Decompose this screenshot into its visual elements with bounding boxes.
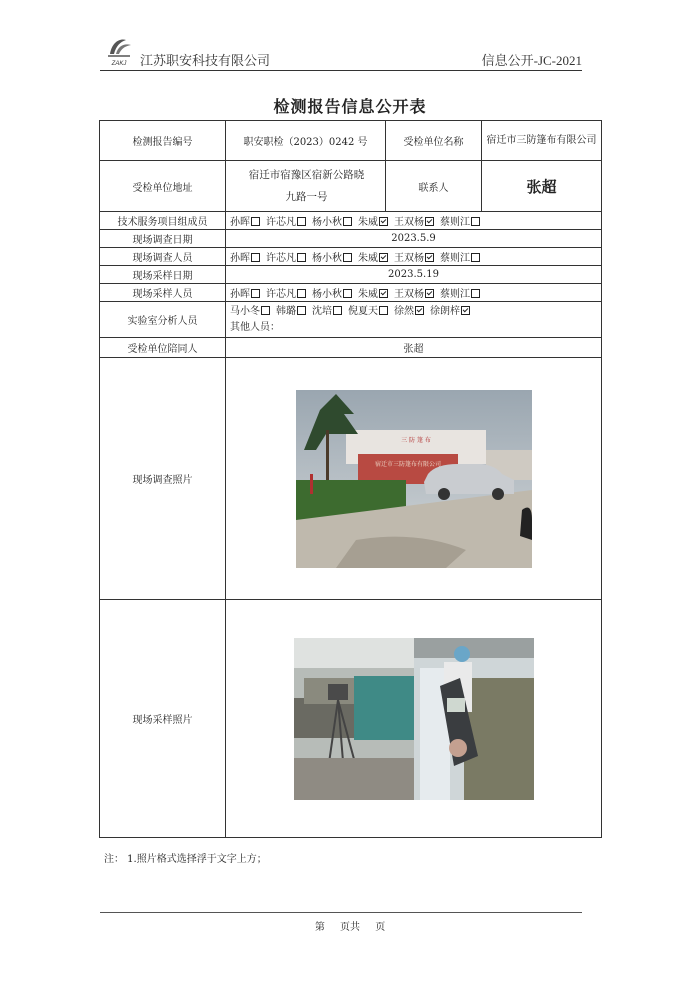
checklist-name: 马小冬 xyxy=(230,305,260,317)
team-label: 技术服务项目组成员 xyxy=(100,212,226,230)
page-number-suffix: 页 xyxy=(375,922,386,933)
surveyors-checklist xyxy=(226,248,602,266)
survey-photo-cell xyxy=(226,358,602,600)
photo-sign-top: 三 防 篷 布 xyxy=(400,436,431,444)
unchecked-checkbox-icon xyxy=(471,289,480,298)
escort-label: 受检单位陪同人 xyxy=(100,338,226,358)
sampling-date-label: 现场采样日期 xyxy=(100,266,226,284)
document-code: 信息公开-JC-2021 xyxy=(481,53,582,68)
report-no-label: 检测报告编号 xyxy=(100,121,226,161)
checked-checkbox-icon xyxy=(379,289,388,298)
report-table xyxy=(99,120,602,838)
samplers-label: 现场采样人员 xyxy=(100,284,226,302)
unchecked-checkbox-icon xyxy=(297,253,306,262)
survey-date-label: 现场调查日期 xyxy=(100,230,226,248)
page-number xyxy=(0,918,700,933)
sampling-date-value: 2023.5.19 xyxy=(226,266,602,284)
table-row xyxy=(100,600,602,838)
sampling-photo xyxy=(294,638,534,800)
unchecked-checkbox-icon xyxy=(333,306,342,315)
table-row xyxy=(100,266,602,284)
address-value: 宿迁市宿豫区宿新公路晓九路一号 xyxy=(226,161,386,212)
checklist-name: 徐然 xyxy=(394,305,414,317)
checklist-name: 杨小秋 xyxy=(312,217,342,228)
lab-others: 其他人员： xyxy=(230,321,280,333)
table-row xyxy=(100,248,602,266)
checklist-name: 徐朗梓 xyxy=(430,305,460,317)
sampling-photo-label: 现场采样照片 xyxy=(100,600,226,838)
checklist-name: 杨小秋 xyxy=(312,289,342,300)
checklist-name: 朱威 xyxy=(358,217,378,228)
checklist-name: 沈培 xyxy=(312,305,332,317)
report-no-value: 职安职检（2023）0242 号 xyxy=(226,121,386,161)
address-label: 受检单位地址 xyxy=(100,161,226,212)
unchecked-checkbox-icon xyxy=(343,289,352,298)
surveyors-label: 现场调查人员 xyxy=(100,248,226,266)
lab-checklist xyxy=(230,304,597,320)
checked-checkbox-icon xyxy=(425,289,434,298)
table-row xyxy=(100,212,602,230)
logo-text: ZAKJ xyxy=(111,61,127,67)
contact-label: 联系人 xyxy=(386,161,482,212)
checklist-name: 王双杨 xyxy=(394,253,424,264)
checklist-name: 蔡则江 xyxy=(440,289,470,300)
table-row xyxy=(100,358,602,600)
unit-name-label: 受检单位名称 xyxy=(386,121,482,161)
unchecked-checkbox-icon xyxy=(471,217,480,226)
table-row xyxy=(100,161,602,212)
table-row xyxy=(100,338,602,358)
unchecked-checkbox-icon xyxy=(261,306,270,315)
table-row xyxy=(100,230,602,248)
checklist-name: 许芯凡 xyxy=(266,289,296,300)
checklist-name: 韩璐 xyxy=(276,305,296,317)
samplers-checklist xyxy=(226,284,602,302)
checked-checkbox-icon xyxy=(461,306,470,315)
checklist-name: 杨小秋 xyxy=(312,253,342,264)
survey-date-value: 2023.5.9 xyxy=(226,230,602,248)
checked-checkbox-icon xyxy=(379,253,388,262)
checked-checkbox-icon xyxy=(425,217,434,226)
contact-value: 张超 xyxy=(482,161,602,212)
checklist-name: 朱威 xyxy=(358,289,378,300)
unchecked-checkbox-icon xyxy=(297,289,306,298)
unchecked-checkbox-icon xyxy=(343,253,352,262)
checklist-name: 孙晖 xyxy=(230,253,250,264)
unchecked-checkbox-icon xyxy=(297,306,306,315)
unchecked-checkbox-icon xyxy=(379,306,388,315)
sampling-photo-cell xyxy=(226,600,602,838)
footnote: 注： 1.照片格式选择浮于文字上方； xyxy=(104,854,267,865)
company-logo xyxy=(104,34,134,68)
table-row xyxy=(100,284,602,302)
unchecked-checkbox-icon xyxy=(471,253,480,262)
checklist-name: 王双杨 xyxy=(394,289,424,300)
checklist-name: 孙晖 xyxy=(230,289,250,300)
unchecked-checkbox-icon xyxy=(251,217,260,226)
checklist-name: 倪夏天 xyxy=(348,305,378,317)
page-number-mid: 页共 xyxy=(340,922,360,933)
checklist-name: 许芯凡 xyxy=(266,253,296,264)
unit-name-value: 宿迁市三防篷布有限公司 xyxy=(482,121,602,161)
checklist-name: 蔡则江 xyxy=(440,217,470,228)
table-row xyxy=(100,121,602,161)
unchecked-checkbox-icon xyxy=(251,289,260,298)
lab-cell xyxy=(226,302,602,338)
footer-divider xyxy=(100,912,582,913)
checklist-name: 王双杨 xyxy=(394,217,424,228)
checked-checkbox-icon xyxy=(415,306,424,315)
unchecked-checkbox-icon xyxy=(343,217,352,226)
page-number-prefix: 第 xyxy=(314,922,325,933)
page-header xyxy=(100,34,582,71)
checklist-name: 许芯凡 xyxy=(266,217,296,228)
checked-checkbox-icon xyxy=(379,217,388,226)
lab-label: 实验室分析人员 xyxy=(100,302,226,338)
checklist-name: 蔡则江 xyxy=(440,253,470,264)
checklist-name: 朱威 xyxy=(358,253,378,264)
unchecked-checkbox-icon xyxy=(297,217,306,226)
survey-photo xyxy=(296,390,532,568)
company-name: 江苏职安科技有限公司 xyxy=(140,54,271,69)
checked-checkbox-icon xyxy=(425,253,434,262)
checklist-name: 孙晖 xyxy=(230,217,250,228)
team-checklist xyxy=(226,212,602,230)
escort-value: 张超 xyxy=(226,338,602,358)
survey-photo-label: 现场调查照片 xyxy=(100,358,226,600)
photo-gate-sign: 宿迁市三防篷布有限公司 xyxy=(374,460,441,468)
page-title: 检测报告信息公开表 xyxy=(273,97,427,116)
table-row xyxy=(100,302,602,338)
unchecked-checkbox-icon xyxy=(251,253,260,262)
